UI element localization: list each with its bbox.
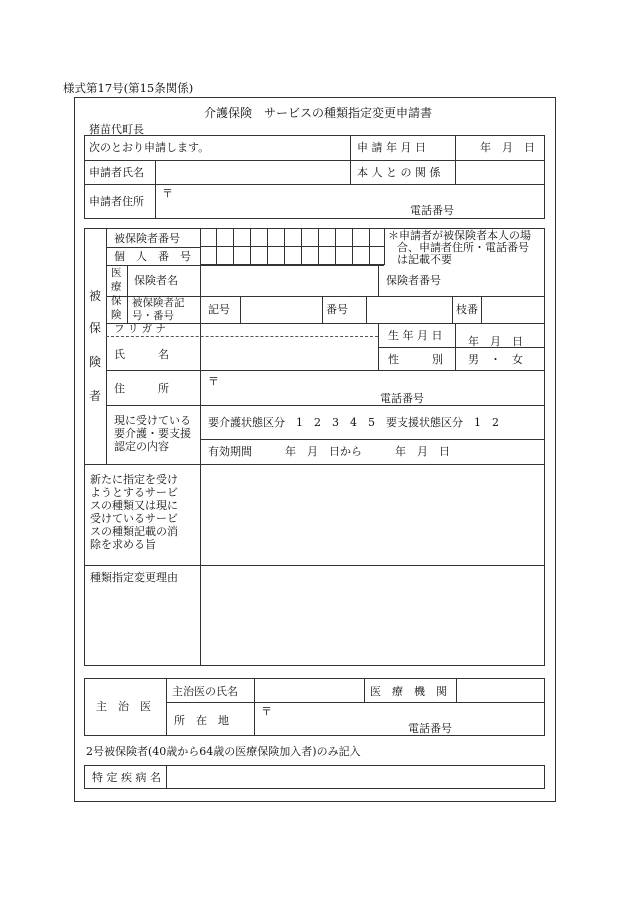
note-line-3: は記載不要 <box>397 253 452 266</box>
med-ins-char-2: 療 <box>111 281 122 293</box>
new-service-label-5: スの種類記載の消 <box>90 525 178 538</box>
personal-number-label: 個 人 番 号 <box>114 250 191 263</box>
insured-group-char-2: 保 <box>88 321 101 335</box>
new-service-label-2: ようとするサービ <box>90 486 178 499</box>
doctor-name-label: 主治医の氏名 <box>172 685 238 698</box>
insured-postal-mark: 〒 <box>208 375 219 388</box>
id-number-boxes[interactable] <box>200 228 385 265</box>
disease-label: 特 定 疾 病 名 <box>92 771 161 784</box>
furigana-label: フ リ ガ ナ <box>114 323 167 335</box>
insured-group-char-3: 険 <box>88 355 101 369</box>
location-label: 所 在 地 <box>174 714 229 727</box>
new-service-label-3: スの種類又は現に <box>90 499 178 512</box>
applicant-address-label: 申請者住所 <box>89 195 144 208</box>
sex-value[interactable]: 男 ・ 女 <box>468 353 523 366</box>
note-2go: 2号被保険者(40歳から64歳の医療保険加入者)のみ記入 <box>86 745 361 758</box>
insurer-label: 保険者名 <box>134 274 178 287</box>
birthdate-label: 生 年 月 日 <box>388 329 443 342</box>
form-label: 様式第17号(第15条関係) <box>63 81 194 95</box>
med-ins-char-1: 医 <box>111 267 122 279</box>
new-service-label-6: 除を求める旨 <box>90 538 156 551</box>
sex-label: 性 別 <box>388 353 443 366</box>
application-date-label: 申 請 年 月 日 <box>357 141 426 154</box>
med-ins-char-3: 保 <box>111 295 122 307</box>
insured-id-label-1: 被保険者記 <box>132 297 185 309</box>
note-line-2: 合、申請者住所・電話番号 <box>397 241 529 254</box>
insured-group-char-4: 者 <box>88 389 101 403</box>
med-ins-char-4: 険 <box>111 309 122 321</box>
care-level-text: 要介護状態区分 1 2 3 4 5 要支援状態区分 1 2 <box>208 416 499 429</box>
insured-id-label-2: 号・番号 <box>132 310 174 322</box>
insured-group-char-1: 被 <box>88 289 101 303</box>
doctor-postal-mark: 〒 <box>261 705 272 718</box>
application-date-value[interactable]: 年 月 日 <box>480 141 535 154</box>
insured-address-label: 住 所 <box>114 382 169 395</box>
birthdate-value[interactable]: 年 月 日 <box>468 335 523 348</box>
addressee: 猪苗代町長 <box>89 123 144 136</box>
doctor-label: 主 治 医 <box>96 700 151 713</box>
valid-period-text: 有効期間 年 月 日から 年 月 日 <box>208 445 450 458</box>
change-reason-label: 種類指定変更理由 <box>90 571 178 584</box>
insured-number-label: 被保険者番号 <box>114 232 180 245</box>
form-title: 介護保険 サービスの種類指定変更申請書 <box>204 106 433 120</box>
postal-mark: 〒 <box>162 187 173 200</box>
name-label: 氏 名 <box>114 348 169 361</box>
institution-label: 医 療 機 関 <box>370 685 447 698</box>
request-text: 次のとおり申請します。 <box>89 141 210 154</box>
relationship-label: 本 人 と の 関 係 <box>357 166 441 179</box>
number-label: 番号 <box>326 303 348 316</box>
current-care-label-2: 要介護・要支援 <box>114 427 191 440</box>
doctor-phone-label: 電話番号 <box>408 722 452 735</box>
insured-phone-label: 電話番号 <box>380 392 424 405</box>
branch-label: 枝番 <box>456 303 478 316</box>
current-care-label-1: 現に受けている <box>114 414 191 427</box>
doctor-section <box>84 678 545 736</box>
new-service-label-4: 受けているサービ <box>90 512 178 525</box>
current-care-label-3: 認定の内容 <box>114 440 169 453</box>
new-service-label-1: 新たに指定を受け <box>90 473 178 486</box>
phone-label: 電話番号 <box>410 204 454 217</box>
note-line-1: ＊申請者が被保険者本人の場 <box>388 229 531 242</box>
insurer-number-label: 保険者番号 <box>386 274 441 287</box>
applicant-name-label: 申請者氏名 <box>89 166 144 179</box>
symbol-label: 記号 <box>208 303 230 316</box>
